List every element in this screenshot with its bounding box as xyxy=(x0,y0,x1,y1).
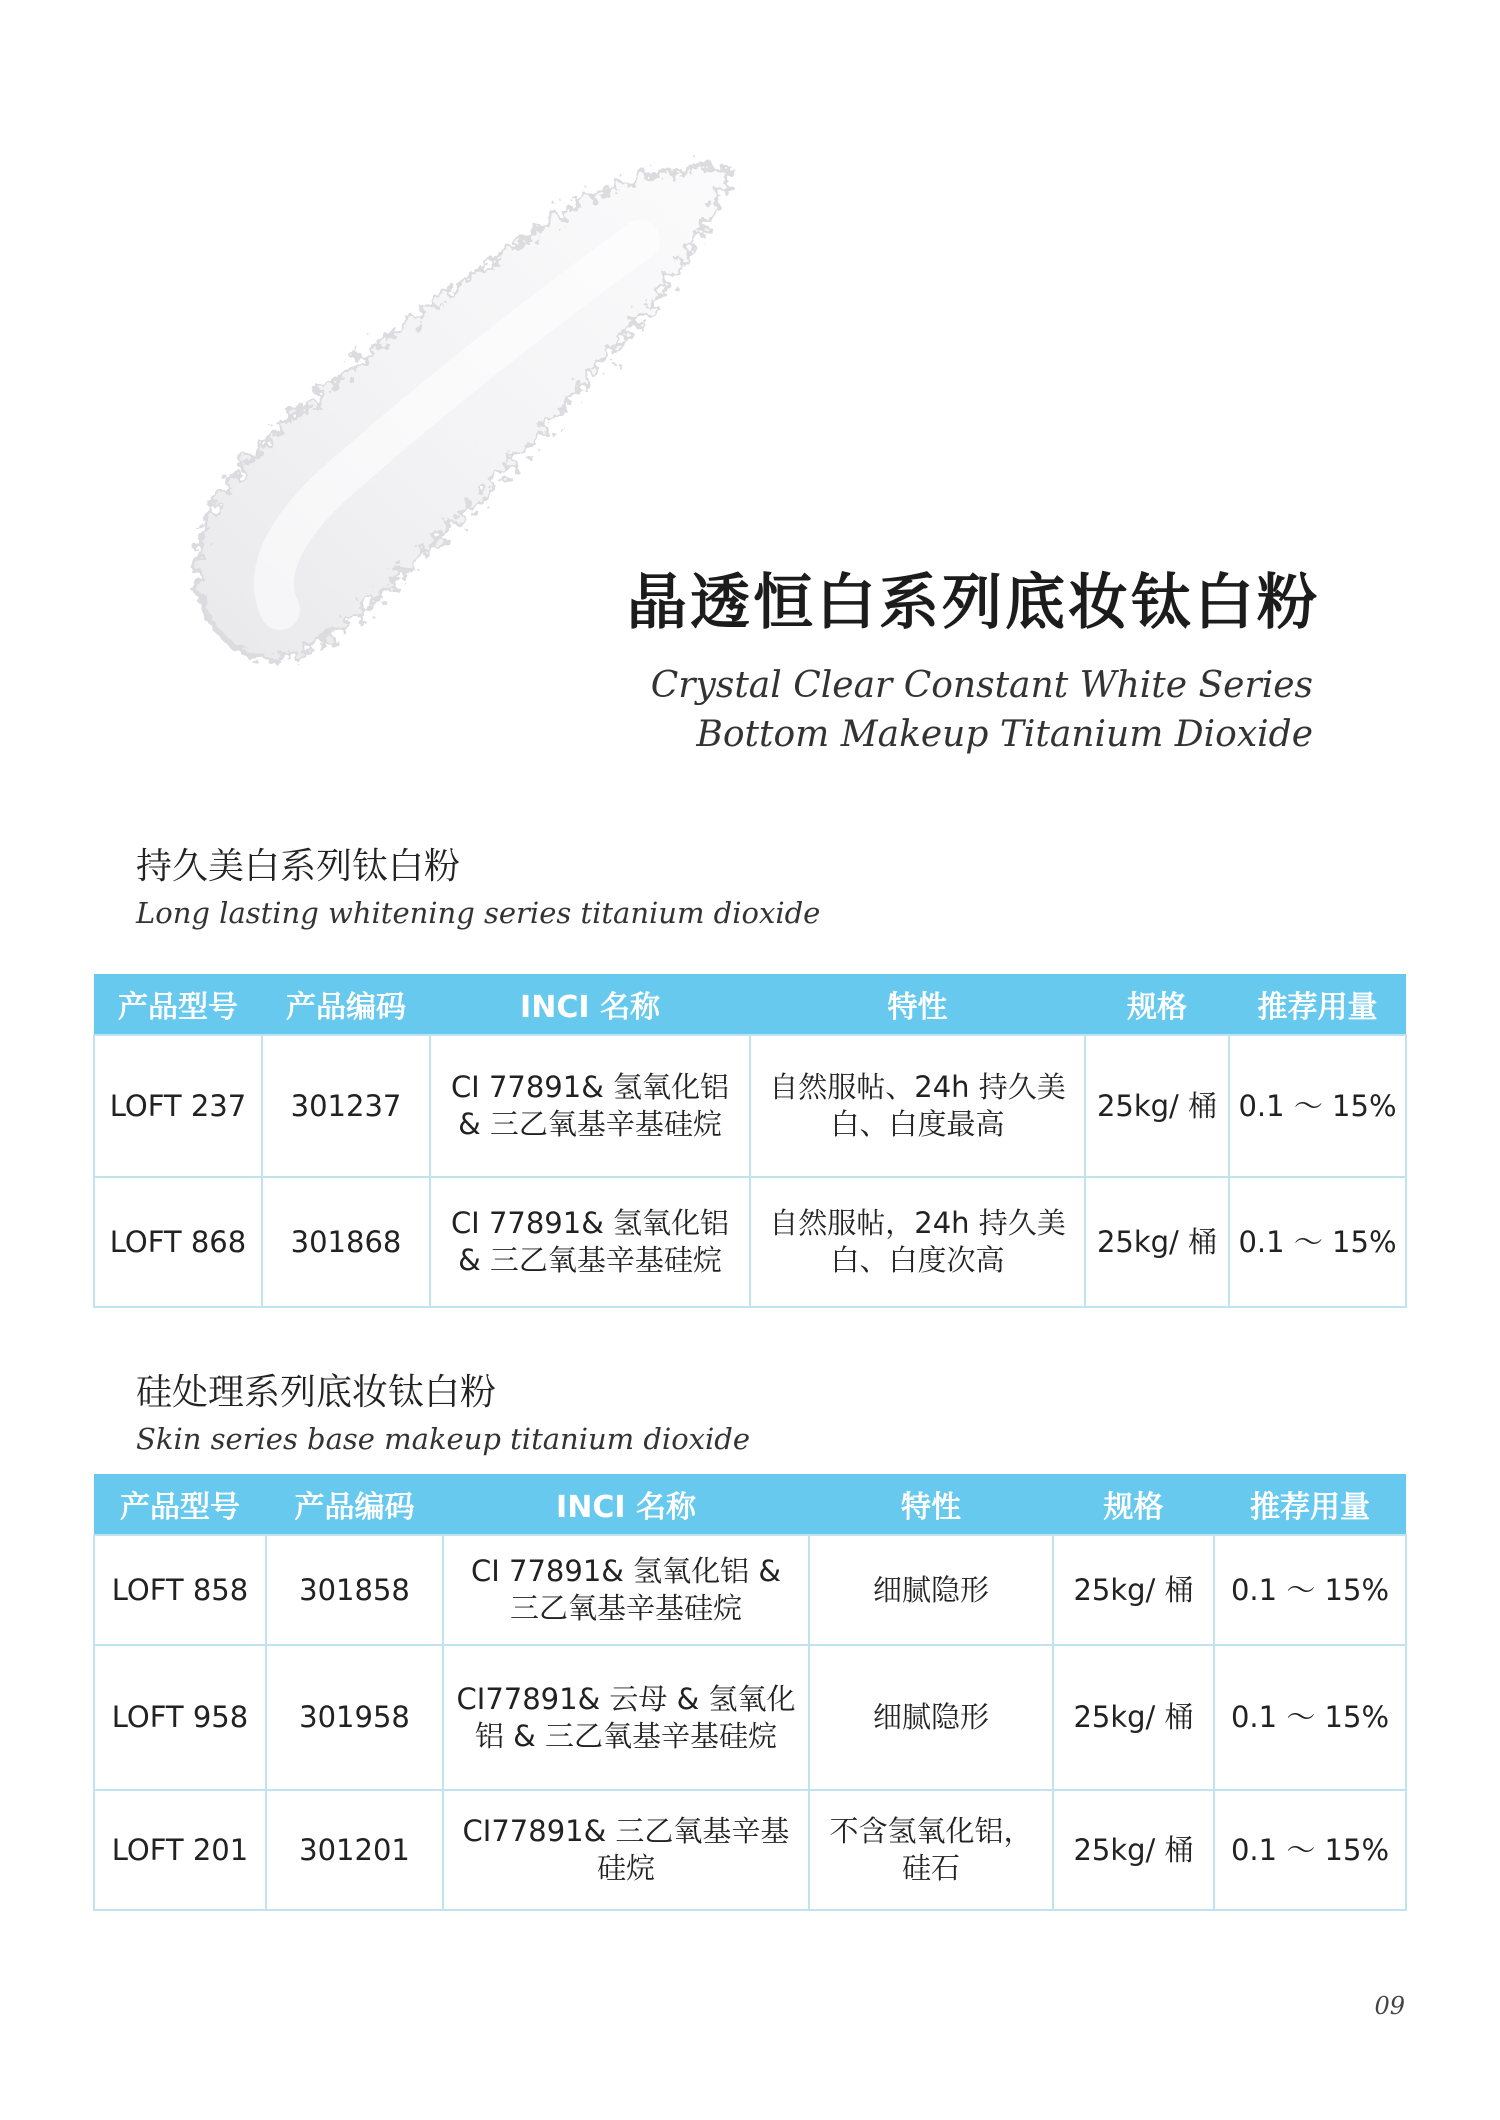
cell-spec: 25kg/ 桶 xyxy=(1053,1535,1214,1645)
cell-dosage: 0.1 ～ 15% xyxy=(1229,1177,1406,1307)
english-title-line-1: Crystal Clear Constant White Series xyxy=(650,665,1313,706)
cell-inci: CI 77891& 氢氧化铝 & 三乙氧基辛基硅烷 xyxy=(443,1535,809,1645)
section-2-title: 硅处理系列底妆钛白粉 xyxy=(136,1372,497,1413)
col-header-code: 产品编码 xyxy=(262,974,430,1035)
col-header-spec: 规格 xyxy=(1085,974,1229,1035)
cell-feature: 细腻隐形 xyxy=(809,1535,1053,1645)
cell-dosage: 0.1 ～ 15% xyxy=(1214,1535,1406,1645)
col-header-dosage: 推荐用量 xyxy=(1214,1474,1406,1535)
main-title: 晶透恒白系列底妆钛白粉 xyxy=(627,568,1320,638)
table-row xyxy=(94,1790,1406,1910)
cell-feature: 自然服帖、24h 持久美白、白度最高 xyxy=(750,1035,1085,1177)
cell-spec: 25kg/ 桶 xyxy=(1053,1790,1214,1910)
col-header-model: 产品型号 xyxy=(94,974,262,1035)
cell-code: 301958 xyxy=(266,1645,443,1790)
cell-spec: 25kg/ 桶 xyxy=(1053,1645,1214,1790)
col-header-dosage: 推荐用量 xyxy=(1229,974,1406,1035)
cell-code: 301868 xyxy=(262,1177,430,1307)
cell-inci: CI77891& 云母 & 氢氧化铝 & 三乙氧基辛基硅烷 xyxy=(443,1645,809,1790)
col-header-code: 产品编码 xyxy=(266,1474,443,1535)
col-header-feature: 特性 xyxy=(809,1474,1053,1535)
col-header-inci: INCI 名称 xyxy=(430,974,750,1035)
table-header-row xyxy=(94,1474,1406,1535)
cell-code: 301237 xyxy=(262,1035,430,1177)
cell-dosage: 0.1 ～ 15% xyxy=(1214,1790,1406,1910)
section-1-title: 持久美白系列钛白粉 xyxy=(136,846,461,887)
cell-model: LOFT 958 xyxy=(94,1645,266,1790)
table-row xyxy=(94,1177,1406,1307)
cell-dosage: 0.1 ～ 15% xyxy=(1214,1645,1406,1790)
cell-dosage: 0.1 ～ 15% xyxy=(1229,1035,1406,1177)
cell-model: LOFT 201 xyxy=(94,1790,266,1910)
col-header-inci: INCI 名称 xyxy=(443,1474,809,1535)
cell-feature: 自然服帖，24h 持久美白、白度次高 xyxy=(750,1177,1085,1307)
section-1-subtitle: Long lasting whitening series titanium dioxide xyxy=(136,896,821,930)
cell-spec: 25kg/ 桶 xyxy=(1085,1035,1229,1177)
spec-table-1 xyxy=(93,974,1407,1308)
section-2-subtitle: Skin series base makeup titanium dioxide xyxy=(136,1422,751,1456)
table-header-row xyxy=(94,974,1406,1035)
page-number: 09 xyxy=(1374,1992,1405,2020)
table-row xyxy=(94,1535,1406,1645)
cell-feature: 细腻隐形 xyxy=(809,1645,1053,1790)
english-title-line-2: Bottom Makeup Titanium Dioxide xyxy=(696,714,1313,755)
cell-feature: 不含氢氧化铝，硅石 xyxy=(809,1790,1053,1910)
cell-code: 301201 xyxy=(266,1790,443,1910)
cell-model: LOFT 868 xyxy=(94,1177,262,1307)
table-row xyxy=(94,1035,1406,1177)
col-header-spec: 规格 xyxy=(1053,1474,1214,1535)
cell-spec: 25kg/ 桶 xyxy=(1085,1177,1229,1307)
table-row xyxy=(94,1645,1406,1790)
spec-table-2 xyxy=(93,1474,1407,1911)
cell-inci: CI 77891& 氢氧化铝 & 三乙氧基辛基硅烷 xyxy=(430,1177,750,1307)
cell-inci: CI77891& 三乙氧基辛基硅烷 xyxy=(443,1790,809,1910)
cell-model: LOFT 858 xyxy=(94,1535,266,1645)
cell-code: 301858 xyxy=(266,1535,443,1645)
cell-model: LOFT 237 xyxy=(94,1035,262,1177)
col-header-feature: 特性 xyxy=(750,974,1085,1035)
col-header-model: 产品型号 xyxy=(94,1474,266,1535)
cell-inci: CI 77891& 氢氧化铝 & 三乙氧基辛基硅烷 xyxy=(430,1035,750,1177)
